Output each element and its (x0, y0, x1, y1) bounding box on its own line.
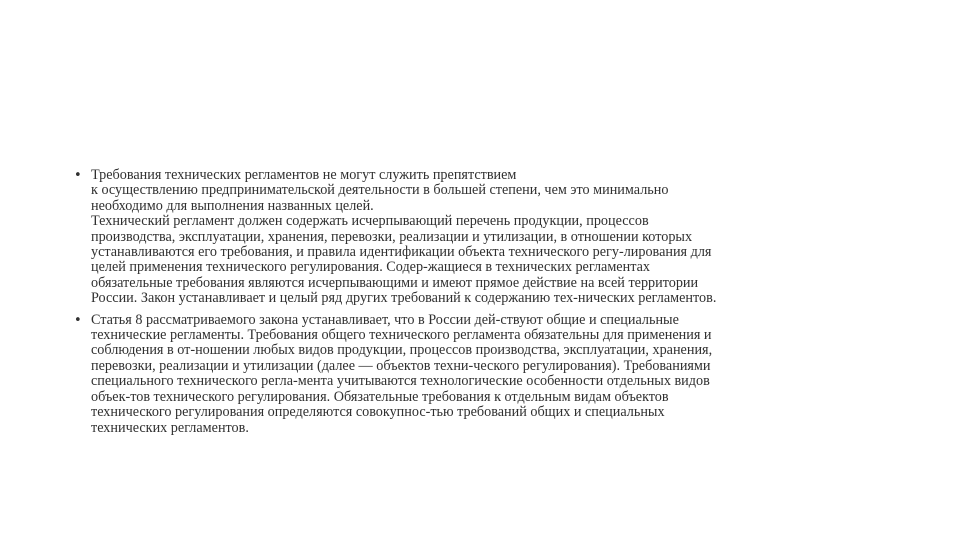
text-line: специального технического регла-мента учитываются технологические особенности отдельных видов (91, 373, 710, 390)
text-line: технического регулирования определяются совокупнос-тью требований общих и специальных (91, 404, 665, 421)
text-line: производства, эксплуатации, хранения, перевозки, реализации и утилизации, в отношении которых (91, 228, 693, 245)
text-line: целей применения технического регулирования. Содер-жащиеся в технических регламентах (91, 259, 650, 276)
bullet-item-2 (74, 313, 894, 436)
text-line: Технический регламент должен содержать исчерпывающий перечень продукции, процессов (91, 213, 649, 230)
text-line: обязательные требования являются исчерпывающими и имеют прямое действие на всей территории (91, 274, 699, 291)
text-line: устанавливаются его требования, и правила идентификации объекта технического регу-лирования для (91, 244, 712, 261)
slide-body (74, 168, 894, 442)
text-line: перевозки, реализации и утилизации (далее — объектов техни-ческого регулирования). Требованиями (91, 357, 711, 374)
text-line: Статья 8 рассматриваемого закона устанавливает, что в России дей-ствуют общие и специальные (91, 311, 679, 328)
bullet-icon: • (74, 312, 82, 328)
bullet-list (74, 168, 894, 436)
text-line: к осуществлению предпринимательской деятельности в большей степени, чем это минимально (91, 182, 669, 199)
text-line: соблюдения в от-ношении любых видов продукции, процессов производства, эксплуатации, хранения, (91, 342, 713, 359)
text-line: технические регламенты. Требования общего технического регламента обязательны для применения и (91, 327, 712, 344)
text-line: необходимо для выполнения названных целей. (91, 197, 374, 214)
text-line: технических регламентов. (91, 419, 249, 436)
bullet-icon: • (74, 168, 82, 183)
text-line: объек-тов технического регулирования. Обязательные требования к отдельным видам объектов (91, 388, 669, 405)
bullet-item-1 (74, 168, 894, 307)
text-line: России. Закон устанавливает и целый ряд других требований к содержанию тех-нических регламентов. (91, 290, 717, 307)
text-line: Требования технических регламентов не могут служить препятствием (91, 167, 517, 183)
